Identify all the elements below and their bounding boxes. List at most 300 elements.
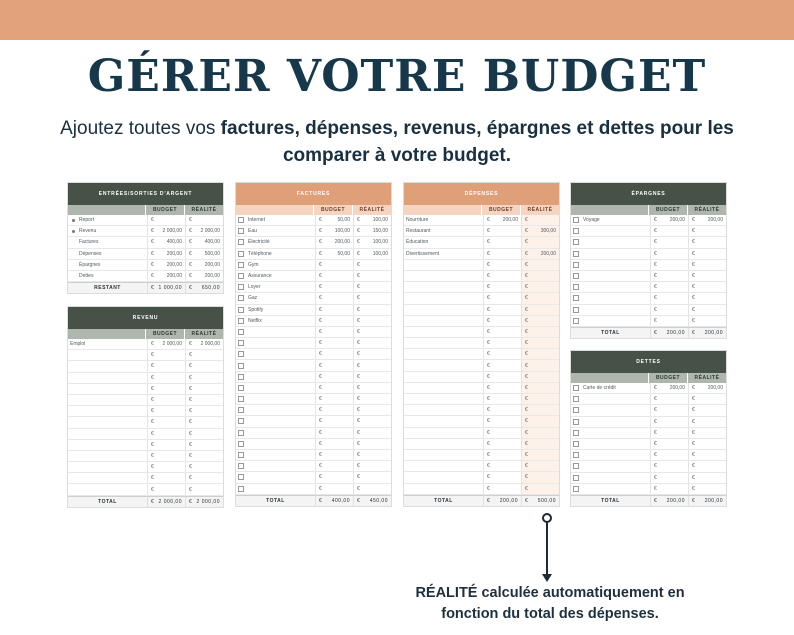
row-label-cell[interactable] <box>236 327 315 337</box>
budget-cell[interactable] <box>650 215 688 225</box>
realite-cell[interactable] <box>688 293 726 303</box>
budget-cell[interactable] <box>315 450 353 460</box>
row-label-cell[interactable] <box>404 282 483 292</box>
row-label-cell[interactable] <box>236 472 315 482</box>
budget-cell[interactable] <box>147 384 185 394</box>
row-label-cell[interactable] <box>571 237 650 247</box>
budget-cell[interactable] <box>650 394 688 404</box>
realite-cell[interactable] <box>521 461 559 471</box>
realite-cell[interactable] <box>521 260 559 270</box>
row-label-cell[interactable] <box>404 416 483 426</box>
realite-cell[interactable] <box>353 271 391 281</box>
budget-cell[interactable] <box>483 472 521 482</box>
checkbox[interactable] <box>238 463 244 469</box>
realite-cell[interactable] <box>185 339 223 349</box>
checkbox[interactable] <box>573 307 579 313</box>
budget-cell[interactable] <box>147 484 185 494</box>
checkbox[interactable] <box>238 228 244 234</box>
realite-cell[interactable] <box>185 395 223 405</box>
realite-cell[interactable] <box>185 260 223 270</box>
row-label-cell[interactable] <box>404 405 483 415</box>
realite-cell[interactable] <box>521 316 559 326</box>
realite-cell[interactable] <box>688 215 726 225</box>
realite-cell[interactable] <box>688 282 726 292</box>
budget-cell[interactable] <box>483 349 521 359</box>
realite-cell[interactable] <box>521 439 559 449</box>
row-label-cell[interactable] <box>404 394 483 404</box>
row-label-cell[interactable] <box>236 249 315 259</box>
total-realite-cell[interactable] <box>185 283 223 293</box>
checkbox[interactable] <box>573 217 579 223</box>
row-label-cell[interactable] <box>404 461 483 471</box>
budget-cell[interactable] <box>650 405 688 415</box>
row-label-cell[interactable] <box>236 282 315 292</box>
row-label-cell[interactable] <box>404 450 483 460</box>
budget-cell[interactable] <box>315 405 353 415</box>
row-label-cell[interactable] <box>404 439 483 449</box>
checkbox[interactable] <box>573 251 579 257</box>
budget-cell[interactable] <box>147 417 185 427</box>
budget-cell[interactable] <box>483 484 521 494</box>
row-label-cell[interactable] <box>68 237 147 247</box>
row-label-cell[interactable] <box>571 461 650 471</box>
budget-cell[interactable] <box>315 215 353 225</box>
row-label-cell[interactable] <box>68 226 147 236</box>
checkbox[interactable] <box>573 407 579 413</box>
total-realite-cell[interactable] <box>688 496 726 506</box>
budget-cell[interactable] <box>483 260 521 270</box>
realite-cell[interactable] <box>353 237 391 247</box>
realite-cell[interactable] <box>521 349 559 359</box>
budget-cell[interactable] <box>315 428 353 438</box>
budget-cell[interactable] <box>483 249 521 259</box>
total-realite-cell[interactable] <box>185 497 223 507</box>
budget-cell[interactable] <box>483 394 521 404</box>
row-label-cell[interactable] <box>68 215 147 225</box>
realite-cell[interactable] <box>521 293 559 303</box>
row-label-cell[interactable] <box>571 473 650 483</box>
realite-cell[interactable] <box>185 484 223 494</box>
realite-cell[interactable] <box>521 338 559 348</box>
budget-cell[interactable] <box>147 271 185 281</box>
budget-cell[interactable] <box>483 405 521 415</box>
row-label-cell[interactable] <box>236 215 315 225</box>
checkbox[interactable] <box>573 475 579 481</box>
budget-cell[interactable] <box>650 383 688 393</box>
realite-cell[interactable] <box>185 350 223 360</box>
budget-cell[interactable] <box>483 383 521 393</box>
checkbox[interactable] <box>573 385 579 391</box>
budget-cell[interactable] <box>147 373 185 383</box>
realite-cell[interactable] <box>688 484 726 494</box>
realite-cell[interactable] <box>185 361 223 371</box>
realite-cell[interactable] <box>353 383 391 393</box>
budget-cell[interactable] <box>147 339 185 349</box>
row-label-cell[interactable] <box>571 439 650 449</box>
budget-cell[interactable] <box>650 305 688 315</box>
budget-cell[interactable] <box>315 260 353 270</box>
budget-cell[interactable] <box>483 293 521 303</box>
budget-cell[interactable] <box>650 237 688 247</box>
row-label-cell[interactable] <box>571 282 650 292</box>
row-label-cell[interactable] <box>68 260 147 270</box>
realite-cell[interactable] <box>185 373 223 383</box>
row-label-cell[interactable] <box>236 405 315 415</box>
row-label-cell[interactable] <box>236 316 315 326</box>
row-label-cell[interactable] <box>236 226 315 236</box>
row-label-cell[interactable] <box>68 406 147 416</box>
realite-cell[interactable] <box>521 484 559 494</box>
budget-cell[interactable] <box>315 394 353 404</box>
realite-cell[interactable] <box>353 484 391 494</box>
checkbox[interactable] <box>238 430 244 436</box>
checkbox[interactable] <box>238 318 244 324</box>
realite-cell[interactable] <box>521 394 559 404</box>
row-label-cell[interactable] <box>68 339 147 349</box>
row-label-cell[interactable] <box>68 395 147 405</box>
row-label-cell[interactable] <box>571 316 650 326</box>
row-label-cell[interactable] <box>236 394 315 404</box>
checkbox[interactable] <box>238 407 244 413</box>
budget-cell[interactable] <box>315 249 353 259</box>
row-label-cell[interactable] <box>571 394 650 404</box>
realite-cell[interactable] <box>521 237 559 247</box>
checkbox[interactable] <box>573 273 579 279</box>
budget-cell[interactable] <box>650 439 688 449</box>
row-label-cell[interactable] <box>68 473 147 483</box>
realite-cell[interactable] <box>688 439 726 449</box>
realite-cell[interactable] <box>521 405 559 415</box>
realite-cell[interactable] <box>688 428 726 438</box>
realite-cell[interactable] <box>688 405 726 415</box>
budget-cell[interactable] <box>650 473 688 483</box>
realite-cell[interactable] <box>353 428 391 438</box>
checkbox[interactable] <box>573 284 579 290</box>
checkbox[interactable] <box>238 452 244 458</box>
realite-cell[interactable] <box>185 237 223 247</box>
checkbox[interactable] <box>238 251 244 257</box>
realite-cell[interactable] <box>185 226 223 236</box>
realite-cell[interactable] <box>688 383 726 393</box>
realite-cell[interactable] <box>688 305 726 315</box>
realite-cell[interactable] <box>521 305 559 315</box>
budget-cell[interactable] <box>315 271 353 281</box>
row-label-cell[interactable] <box>571 305 650 315</box>
row-label-cell[interactable] <box>68 484 147 494</box>
budget-cell[interactable] <box>483 271 521 281</box>
row-label-cell[interactable] <box>404 428 483 438</box>
checkbox[interactable] <box>573 486 579 492</box>
realite-cell[interactable] <box>353 226 391 236</box>
row-label-cell[interactable] <box>236 450 315 460</box>
budget-cell[interactable] <box>650 461 688 471</box>
row-label-cell[interactable] <box>236 338 315 348</box>
realite-cell[interactable] <box>353 416 391 426</box>
realite-cell[interactable] <box>521 282 559 292</box>
row-label-cell[interactable] <box>571 428 650 438</box>
budget-cell[interactable] <box>315 237 353 247</box>
realite-cell[interactable] <box>353 215 391 225</box>
budget-cell[interactable] <box>315 383 353 393</box>
realite-cell[interactable] <box>688 271 726 281</box>
checkbox[interactable] <box>238 262 244 268</box>
row-label-cell[interactable] <box>68 361 147 371</box>
row-label-cell[interactable] <box>68 462 147 472</box>
realite-cell[interactable] <box>353 282 391 292</box>
row-label-cell[interactable] <box>404 327 483 337</box>
realite-cell[interactable] <box>185 462 223 472</box>
row-label-cell[interactable] <box>404 484 483 494</box>
budget-cell[interactable] <box>147 350 185 360</box>
budget-cell[interactable] <box>315 360 353 370</box>
budget-cell[interactable] <box>315 484 353 494</box>
budget-cell[interactable] <box>147 249 185 259</box>
row-label-cell[interactable] <box>236 416 315 426</box>
row-label-cell[interactable] <box>404 360 483 370</box>
budget-cell[interactable] <box>650 226 688 236</box>
budget-cell[interactable] <box>315 349 353 359</box>
row-label-cell[interactable] <box>236 461 315 471</box>
row-label-cell[interactable] <box>68 350 147 360</box>
row-label-cell[interactable] <box>571 215 650 225</box>
checkbox[interactable] <box>573 463 579 469</box>
checkbox[interactable] <box>238 307 244 313</box>
realite-cell[interactable] <box>185 451 223 461</box>
row-label-cell[interactable] <box>571 383 650 393</box>
total-budget-cell[interactable] <box>147 283 185 293</box>
checkbox[interactable] <box>238 418 244 424</box>
row-label-cell[interactable] <box>404 237 483 247</box>
budget-cell[interactable] <box>483 338 521 348</box>
realite-cell[interactable] <box>521 372 559 382</box>
budget-cell[interactable] <box>483 428 521 438</box>
row-label-cell[interactable] <box>404 372 483 382</box>
checkbox[interactable] <box>238 474 244 480</box>
budget-cell[interactable] <box>147 462 185 472</box>
budget-cell[interactable] <box>315 316 353 326</box>
row-label-cell[interactable] <box>236 439 315 449</box>
checkbox[interactable] <box>238 217 244 223</box>
realite-cell[interactable] <box>521 428 559 438</box>
budget-cell[interactable] <box>483 237 521 247</box>
total-budget-cell[interactable] <box>483 496 521 506</box>
total-realite-cell[interactable] <box>521 496 559 506</box>
realite-cell[interactable] <box>185 215 223 225</box>
realite-cell[interactable] <box>688 461 726 471</box>
checkbox[interactable] <box>238 295 244 301</box>
row-label-cell[interactable] <box>236 237 315 247</box>
budget-cell[interactable] <box>315 282 353 292</box>
realite-cell[interactable] <box>185 440 223 450</box>
realite-cell[interactable] <box>353 338 391 348</box>
row-label-cell[interactable] <box>68 429 147 439</box>
realite-cell[interactable] <box>521 226 559 236</box>
row-label-cell[interactable] <box>404 338 483 348</box>
row-label-cell[interactable] <box>404 305 483 315</box>
realite-cell[interactable] <box>353 394 391 404</box>
checkbox[interactable] <box>238 273 244 279</box>
row-label-cell[interactable] <box>404 271 483 281</box>
realite-cell[interactable] <box>688 417 726 427</box>
budget-cell[interactable] <box>315 293 353 303</box>
checkbox[interactable] <box>238 486 244 492</box>
checkbox[interactable] <box>573 430 579 436</box>
realite-cell[interactable] <box>185 429 223 439</box>
budget-cell[interactable] <box>483 372 521 382</box>
realite-cell[interactable] <box>353 260 391 270</box>
row-label-cell[interactable] <box>236 349 315 359</box>
checkbox[interactable] <box>238 441 244 447</box>
budget-cell[interactable] <box>147 395 185 405</box>
budget-cell[interactable] <box>483 450 521 460</box>
row-label-cell[interactable] <box>68 271 147 281</box>
realite-cell[interactable] <box>353 372 391 382</box>
total-realite-cell[interactable] <box>688 328 726 338</box>
row-label-cell[interactable] <box>404 383 483 393</box>
checkbox[interactable] <box>573 228 579 234</box>
realite-cell[interactable] <box>353 249 391 259</box>
realite-cell[interactable] <box>353 360 391 370</box>
row-label-cell[interactable] <box>571 293 650 303</box>
budget-cell[interactable] <box>315 305 353 315</box>
budget-cell[interactable] <box>650 249 688 259</box>
realite-cell[interactable] <box>688 316 726 326</box>
budget-cell[interactable] <box>147 361 185 371</box>
budget-cell[interactable] <box>650 417 688 427</box>
row-label-cell[interactable] <box>236 260 315 270</box>
realite-cell[interactable] <box>521 450 559 460</box>
budget-cell[interactable] <box>483 461 521 471</box>
budget-cell[interactable] <box>650 316 688 326</box>
realite-cell[interactable] <box>521 472 559 482</box>
checkbox[interactable] <box>238 374 244 380</box>
checkbox[interactable] <box>238 351 244 357</box>
row-label-cell[interactable] <box>68 417 147 427</box>
budget-cell[interactable] <box>315 226 353 236</box>
realite-cell[interactable] <box>688 394 726 404</box>
checkbox[interactable] <box>573 396 579 402</box>
realite-cell[interactable] <box>353 461 391 471</box>
budget-cell[interactable] <box>483 327 521 337</box>
budget-cell[interactable] <box>315 327 353 337</box>
realite-cell[interactable] <box>353 405 391 415</box>
row-label-cell[interactable] <box>68 249 147 259</box>
checkbox[interactable] <box>238 396 244 402</box>
budget-cell[interactable] <box>650 428 688 438</box>
realite-cell[interactable] <box>353 349 391 359</box>
budget-cell[interactable] <box>147 406 185 416</box>
realite-cell[interactable] <box>185 384 223 394</box>
realite-cell[interactable] <box>185 473 223 483</box>
realite-cell[interactable] <box>185 417 223 427</box>
realite-cell[interactable] <box>521 416 559 426</box>
row-label-cell[interactable] <box>236 428 315 438</box>
realite-cell[interactable] <box>353 450 391 460</box>
row-label-cell[interactable] <box>571 450 650 460</box>
realite-cell[interactable] <box>688 260 726 270</box>
checkbox[interactable] <box>573 441 579 447</box>
realite-cell[interactable] <box>353 305 391 315</box>
row-label-cell[interactable] <box>236 305 315 315</box>
row-label-cell[interactable] <box>68 440 147 450</box>
checkbox[interactable] <box>573 452 579 458</box>
row-label-cell[interactable] <box>404 349 483 359</box>
realite-cell[interactable] <box>688 473 726 483</box>
checkbox[interactable] <box>238 385 244 391</box>
checkbox[interactable] <box>573 239 579 245</box>
budget-cell[interactable] <box>315 416 353 426</box>
budget-cell[interactable] <box>147 215 185 225</box>
budget-cell[interactable] <box>147 451 185 461</box>
checkbox[interactable] <box>573 318 579 324</box>
budget-cell[interactable] <box>315 338 353 348</box>
budget-cell[interactable] <box>650 282 688 292</box>
checkbox[interactable] <box>238 239 244 245</box>
row-label-cell[interactable] <box>571 405 650 415</box>
checkbox[interactable] <box>573 419 579 425</box>
row-label-cell[interactable] <box>404 316 483 326</box>
total-budget-cell[interactable] <box>650 328 688 338</box>
row-label-cell[interactable] <box>68 384 147 394</box>
row-label-cell[interactable] <box>236 293 315 303</box>
row-label-cell[interactable] <box>68 373 147 383</box>
budget-cell[interactable] <box>650 271 688 281</box>
total-budget-cell[interactable] <box>147 497 185 507</box>
row-label-cell[interactable] <box>236 372 315 382</box>
budget-cell[interactable] <box>483 316 521 326</box>
checkbox[interactable] <box>573 295 579 301</box>
row-label-cell[interactable] <box>236 271 315 281</box>
budget-cell[interactable] <box>483 226 521 236</box>
realite-cell[interactable] <box>521 271 559 281</box>
budget-cell[interactable] <box>483 305 521 315</box>
budget-cell[interactable] <box>147 473 185 483</box>
realite-cell[interactable] <box>688 450 726 460</box>
row-label-cell[interactable] <box>571 271 650 281</box>
realite-cell[interactable] <box>353 439 391 449</box>
realite-cell[interactable] <box>353 327 391 337</box>
budget-cell[interactable] <box>147 237 185 247</box>
budget-cell[interactable] <box>147 226 185 236</box>
row-label-cell[interactable] <box>236 360 315 370</box>
budget-cell[interactable] <box>483 215 521 225</box>
checkbox[interactable] <box>238 363 244 369</box>
realite-cell[interactable] <box>521 360 559 370</box>
checkbox[interactable] <box>238 284 244 290</box>
row-label-cell[interactable] <box>68 451 147 461</box>
row-label-cell[interactable] <box>404 249 483 259</box>
checkbox[interactable] <box>238 340 244 346</box>
total-budget-cell[interactable] <box>650 496 688 506</box>
row-label-cell[interactable] <box>571 260 650 270</box>
budget-cell[interactable] <box>483 282 521 292</box>
realite-cell[interactable] <box>521 249 559 259</box>
realite-cell[interactable] <box>353 293 391 303</box>
row-label-cell[interactable] <box>404 226 483 236</box>
row-label-cell[interactable] <box>404 293 483 303</box>
row-label-cell[interactable] <box>571 226 650 236</box>
budget-cell[interactable] <box>147 260 185 270</box>
realite-cell[interactable] <box>353 472 391 482</box>
budget-cell[interactable] <box>483 360 521 370</box>
budget-cell[interactable] <box>650 260 688 270</box>
realite-cell[interactable] <box>353 316 391 326</box>
row-label-cell[interactable] <box>236 383 315 393</box>
realite-cell[interactable] <box>185 271 223 281</box>
row-label-cell[interactable] <box>404 472 483 482</box>
realite-cell[interactable] <box>688 249 726 259</box>
row-label-cell[interactable] <box>404 260 483 270</box>
